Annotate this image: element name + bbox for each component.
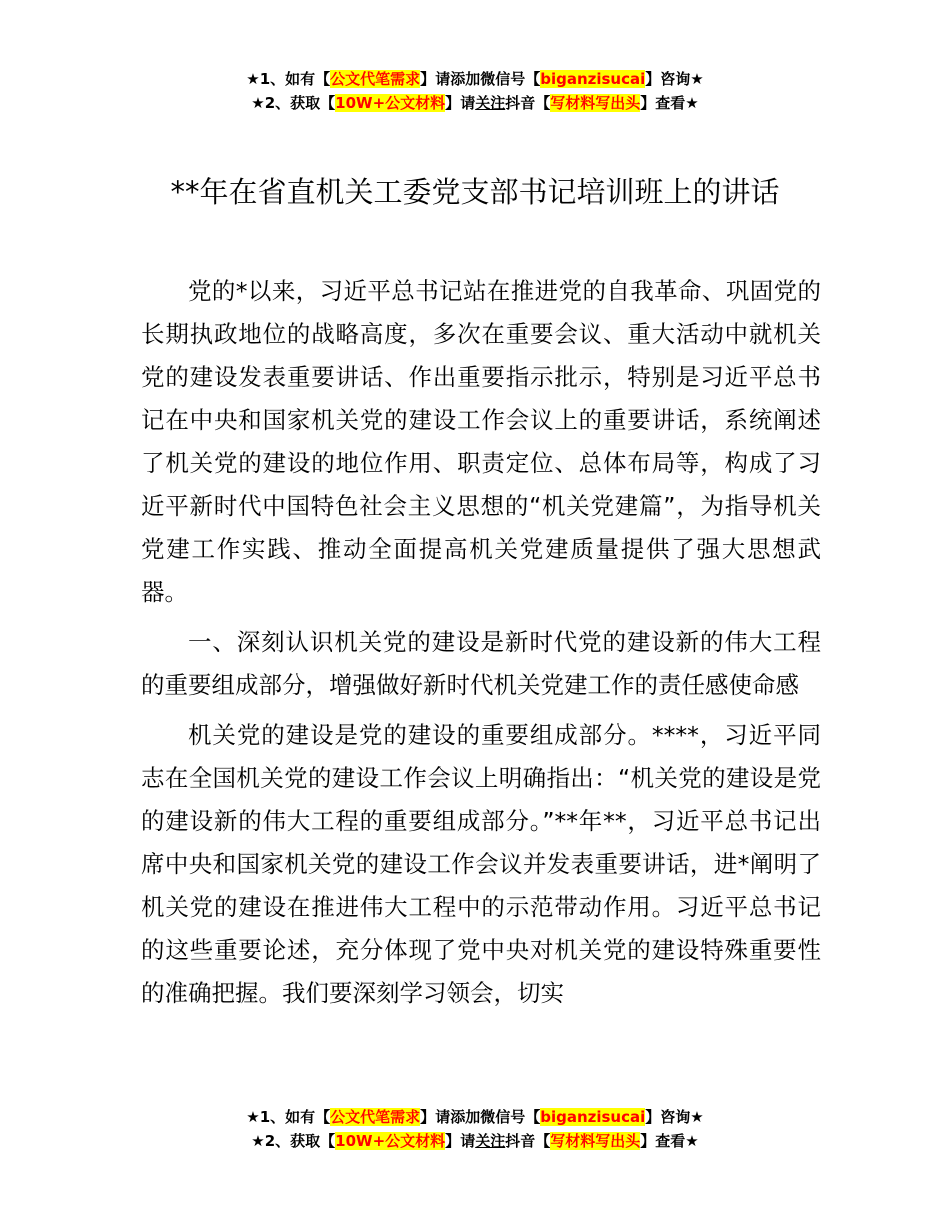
banner-line-2 <box>0 91 950 115</box>
banner-text: 抖音 <box>505 1132 536 1150</box>
banner-text: ★2、获取 <box>251 1132 321 1150</box>
bracket: 】 <box>445 1132 461 1150</box>
footer-banner <box>0 1105 950 1153</box>
document-body <box>141 270 821 1015</box>
bracket: 【 <box>320 1132 336 1150</box>
highlight-wechat-id: biganzisucai <box>540 1108 646 1126</box>
bracket: 】 <box>420 1108 436 1126</box>
paragraph-section-1: 机关党的建设是党的建设的重要组成部分。****，习近平同志在全国机关党的建设工作会议上明确指出：“机关党的建设是党的建设新的伟大工程的重要组成部分。”**年**，习近平总书记出席中央和国家机关党的建设工作会议并发表重要讲话，进*阐明了机关党的建设在推进伟大工程中的示范带动作用。习近平总书记的这些重要论述，充分体现了党中央对机关党的建设特殊重要性的准确把握。我们要深刻学习领会，切实 <box>141 721 821 1007</box>
document-title: **年在省直机关工委党支部书记培训班上的讲话 <box>170 175 780 209</box>
banner-text: 咨询★ <box>660 1108 704 1126</box>
bracket: 【 <box>535 94 551 112</box>
banner-line-1 <box>0 67 950 91</box>
paragraph-intro: 党的*以来，习近平总书记站在推进党的自我革命、巩固党的长期执政地位的战略高度，多次在重要会议、重大活动中就机关党的建设发表重要讲话、作出重要指示批示，特别是习近平总书记在中央和国家机关党的建设工作会议上的重要讲话，系统阐述了机关党的建设的地位作用、职责定位、总体布局等，构成了习近平新时代中国特色社会主义思想的“机关党建篇”，为指导机关党建工作实践、推动全面提高机关党建质量提供了强大思想武器。 <box>141 277 821 606</box>
bracket: 】 <box>645 1108 661 1126</box>
highlight-wechat-id: biganzisucai <box>540 70 646 88</box>
bracket: 【 <box>535 1132 551 1150</box>
highlight-account: 写材料写出头 <box>550 94 641 112</box>
underlined-follow: 关注 <box>475 94 506 112</box>
banner-text: ★2、获取 <box>251 94 321 112</box>
banner-text: 查看★ <box>655 1132 699 1150</box>
bracket: 【 <box>525 70 541 88</box>
banner-text: 查看★ <box>655 94 699 112</box>
bracket: 【 <box>320 94 336 112</box>
bracket: 】 <box>420 70 436 88</box>
banner-text: 请 <box>460 1132 476 1150</box>
highlight-materials: 10W+公文材料 <box>335 94 446 112</box>
bracket: 【 <box>525 1108 541 1126</box>
banner-text: 咨询★ <box>660 70 704 88</box>
highlight-account: 写材料写出头 <box>550 1132 641 1150</box>
bracket: 】 <box>640 1132 656 1150</box>
banner-text: 请添加微信号 <box>435 70 526 88</box>
bracket: 【 <box>315 70 331 88</box>
banner-line-2 <box>0 1129 950 1153</box>
highlight-materials: 10W+公文材料 <box>335 1132 446 1150</box>
banner-text: ★1、如有 <box>246 70 316 88</box>
bracket: 】 <box>445 94 461 112</box>
bracket: 】 <box>640 94 656 112</box>
section-heading-1: 一、深刻认识机关党的建设是新时代党的建设新的伟大工程的重要组成部分，增强做好新时代机关党建工作的责任感使命感 <box>141 628 821 699</box>
highlight-writing-service: 公文代笔需求 <box>330 70 421 88</box>
bracket: 【 <box>315 1108 331 1126</box>
banner-text: 请 <box>460 94 476 112</box>
bracket: 】 <box>645 70 661 88</box>
underlined-follow: 关注 <box>475 1132 506 1150</box>
header-banner <box>0 67 950 115</box>
banner-text: 抖音 <box>505 94 536 112</box>
banner-text: 请添加微信号 <box>435 1108 526 1126</box>
banner-text: ★1、如有 <box>246 1108 316 1126</box>
banner-line-1 <box>0 1105 950 1129</box>
highlight-writing-service: 公文代笔需求 <box>330 1108 421 1126</box>
